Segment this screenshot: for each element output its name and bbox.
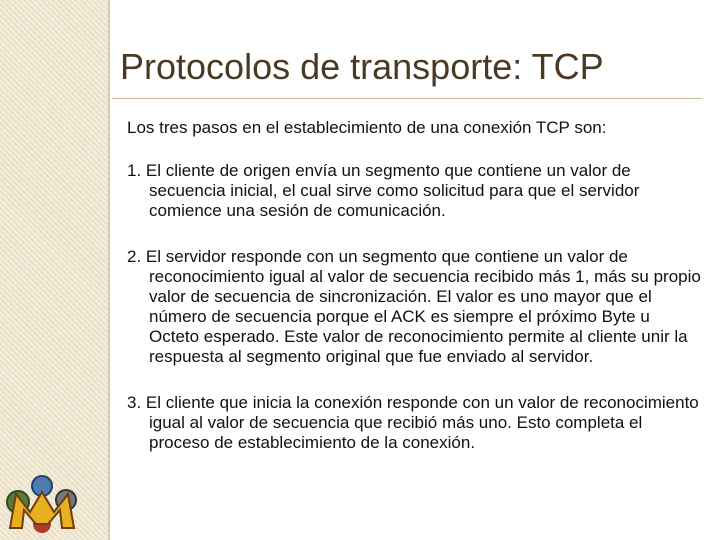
slide-title: Protocolos de transporte: TCP xyxy=(120,46,604,87)
m-logo-icon xyxy=(2,472,82,534)
slide-body xyxy=(127,118,702,479)
step-3: 3. El cliente que inicia la conexión responde con un valor de reconocimiento igual al valor de secuencia que recibió más uno. Esto completa el proceso de establecimiento de la conexión. xyxy=(127,393,699,452)
sidebar-edge xyxy=(108,0,110,540)
intro-text: Los tres pasos en el establecimiento de una conexión TCP son: xyxy=(127,118,607,137)
title-divider xyxy=(112,98,702,99)
step-2: 2. El servidor responde con un segmento que contiene un valor de reconocimiento igual al valor de secuencia recibido más 1, más su propio valor de secuencia de sincronización. El valor es uno mayor que el número de secuencia porque el ACK es siempre el próximo Byte u Octeto esperado. Este valor de reconocimiento permite al cliente unir la respuesta al segmento original que fue enviado al servidor. xyxy=(127,247,701,366)
decorative-sidebar xyxy=(0,0,108,540)
step-1: 1. El cliente de origen envía un segmento que contiene un valor de secuencia inicial, el cual sirve como solicitud para que el servidor comience una sesión de comunicación. xyxy=(127,161,640,220)
